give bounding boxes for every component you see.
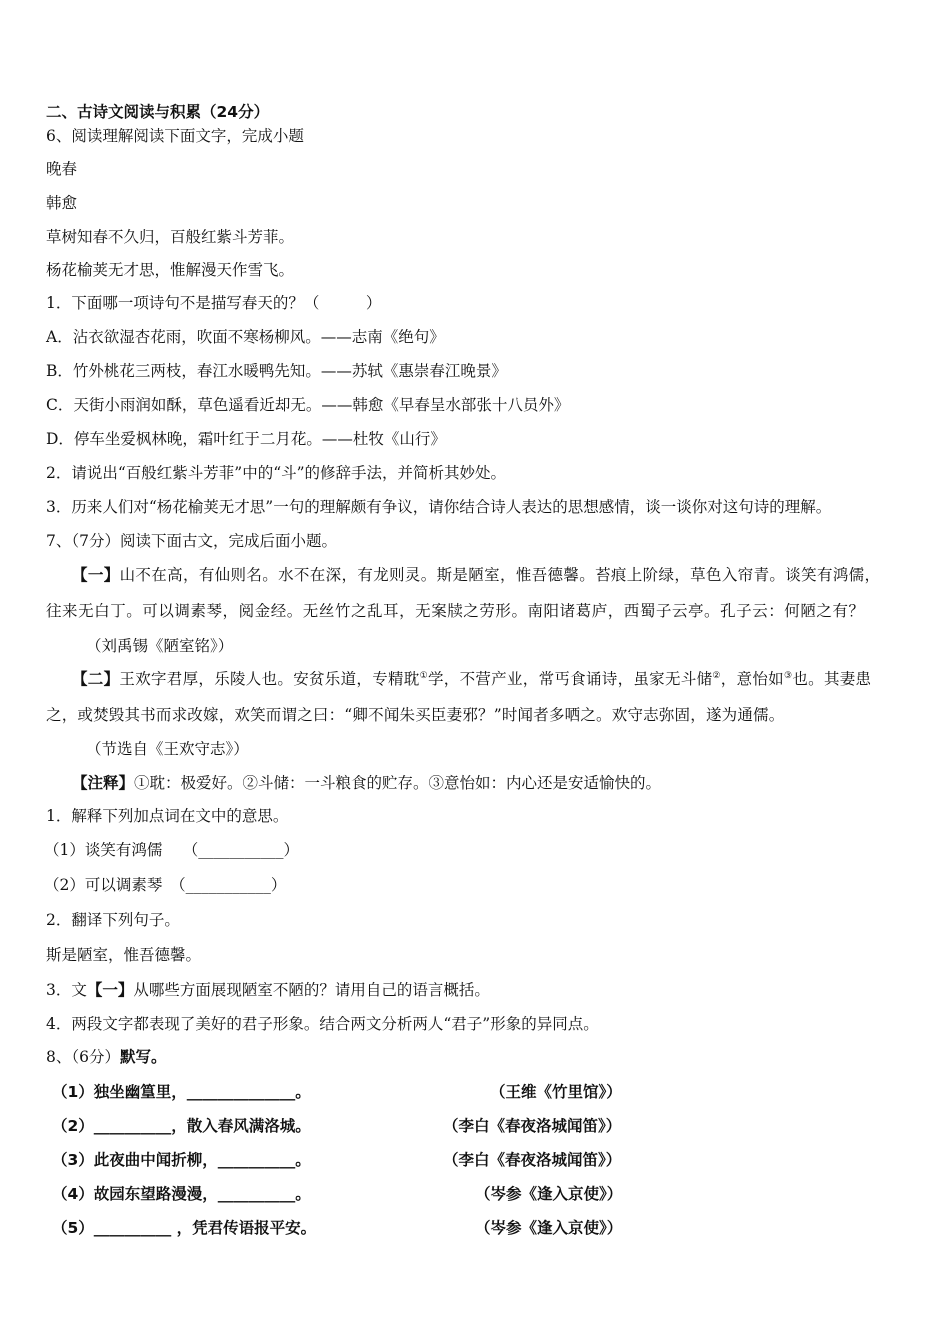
q6-option-b: B．竹外桃花三两枝，春江水暖鸭先知。——苏轼《惠崇春江晚景》 (46, 362, 507, 380)
q6-sub1: 1．下面哪一项诗句不是描写春天的？（ ） (46, 294, 382, 312)
note-text: ①耽：极爱好。②斗储：一斗粮食的贮存。③意怡如：内心还是安适愉快的。 (134, 774, 662, 792)
text1-line-1-text: 山不在高，有仙则名。水不在深，有龙则灵。斯是陋室，惟吾德馨。苔痕上阶绿，草色入帘青。谈笑有鸿儒， (119, 566, 881, 584)
q7-sub4: 4．两段文字都表现了美好的君子形象。结合两文分析两人“君子”形象的异同点。 (46, 1015, 599, 1033)
notes (72, 772, 661, 794)
poem-line-1: 草树知春不久归，百般红紫斗芳菲。 (46, 228, 295, 246)
dictation-item-3: （3）此夜曲中闻折柳，__________。 (52, 1151, 311, 1169)
text2-line-2: 之，或焚毁其书而求改嫁，欢笑而谓之曰：“卿不闻朱买臣妻邪？”时闻者多哂之。欢守志弥固，遂为通儒。 (46, 706, 785, 724)
note-tag: 【注释】 (72, 774, 135, 792)
text2-line-1-part-c: ，意怡如 (720, 670, 784, 688)
dictation-source-5: （岑参《逢入京使》） (475, 1219, 623, 1237)
q8-header-title: 默写。 (119, 1048, 167, 1066)
dictation-source-1: （王维《竹里馆》） (490, 1083, 622, 1101)
text1-line-2: 往来无白丁。可以调素琴，阅金经。无丝竹之乱耳，无案牍之劳形。南阳诸葛庐，西蜀子云亭。孔子云：何陋之有？ (46, 602, 865, 620)
section-title: 二、古诗文阅读与积累（24分） (46, 103, 270, 121)
footnote-mark-3: ③ (783, 670, 793, 681)
q7-sub1-a: （1）谈笑有鸿儒 （___________） (44, 841, 300, 859)
q6-sub2: 2．请说出“百般红紫斗芳菲”中的“斗”的修辞手法，并简析其妙处。 (46, 464, 507, 482)
q8-header (46, 1046, 167, 1068)
text1-tag: 【一】 (72, 566, 120, 584)
poem-title: 晚春 (46, 160, 78, 178)
text2-line-1-part-d: 也。其妻患 (792, 670, 872, 688)
text2-line-1-part-b: 学，不营产业，常丐食诵诗，虽家无斗储 (427, 670, 713, 688)
footnote-mark-2: ② (712, 670, 721, 681)
text2-source: （节选自《王欢守志》） (86, 740, 249, 758)
poem-line-2: 杨花榆荚无才思，惟解漫天作雪飞。 (46, 261, 295, 279)
q7-sub2-sentence: 斯是陋室，惟吾德馨。 (46, 946, 202, 964)
footnote-mark-1: ① (419, 670, 428, 681)
text1-source: （刘禹锡《陋室铭》） (86, 637, 234, 655)
q6-sub3: 3．历来人们对“杨花榆荚无才思”一句的理解颇有争议，请你结合诗人表达的思想感情，谈一谈你对这句诗的理解。 (46, 498, 832, 516)
q7-sub3 (46, 979, 490, 1001)
poem-author: 韩愈 (46, 194, 78, 212)
q6-header: 6、阅读理解阅读下面文字，完成小题 (46, 127, 304, 145)
q7-sub3-tag: 【一】 (86, 981, 134, 999)
text2-line-1 (72, 668, 871, 690)
q7-sub1-b: （2）可以调素琴 （___________） (44, 876, 287, 894)
q7-header: 7、（7分）阅读下面古文，完成后面小题。 (46, 532, 337, 550)
q8-header-prefix: 8、（6分） (46, 1048, 120, 1066)
dictation-source-4: （岑参《逢入京使》） (475, 1185, 623, 1203)
q7-sub2: 2．翻译下列句子。 (46, 911, 180, 929)
q7-sub1: 1．解释下列加点词在文中的意思。 (46, 807, 289, 825)
text2-line-1-part-a: 王欢字君厚，乐陵人也。安贫乐道，专精耽 (119, 670, 420, 688)
q7-sub3-prefix: 3．文 (46, 981, 87, 999)
text2-tag: 【二】 (72, 670, 120, 688)
dictation-source-2: （李白《春夜洛城闻笛》） (443, 1117, 622, 1135)
q6-option-c: C．天街小雨润如酥，草色遥看近却无。——韩愈《早春呈水部张十八员外》 (46, 396, 570, 414)
dictation-source-3: （李白《春夜洛城闻笛》） (443, 1151, 622, 1169)
dictation-item-1: （1）独坐幽篁里，______________。 (52, 1083, 311, 1101)
q6-option-d: D．停车坐爱枫林晚，霜叶红于二月花。——杜牧《山行》 (46, 430, 446, 448)
text1-line-1 (72, 564, 880, 586)
dictation-item-5: （5）__________ ，凭君传语报平安。 (52, 1219, 317, 1237)
dictation-item-4: （4）故园东望路漫漫，__________。 (52, 1185, 311, 1203)
q6-option-a: A．沾衣欲湿杏花雨，吹面不寒杨柳风。——志南《绝句》 (46, 328, 445, 346)
dictation-item-2: （2）__________，散入春风满洛城。 (52, 1117, 311, 1135)
q7-sub3-text: 从哪些方面展现陋室不陋的？请用自己的语言概括。 (133, 981, 490, 999)
